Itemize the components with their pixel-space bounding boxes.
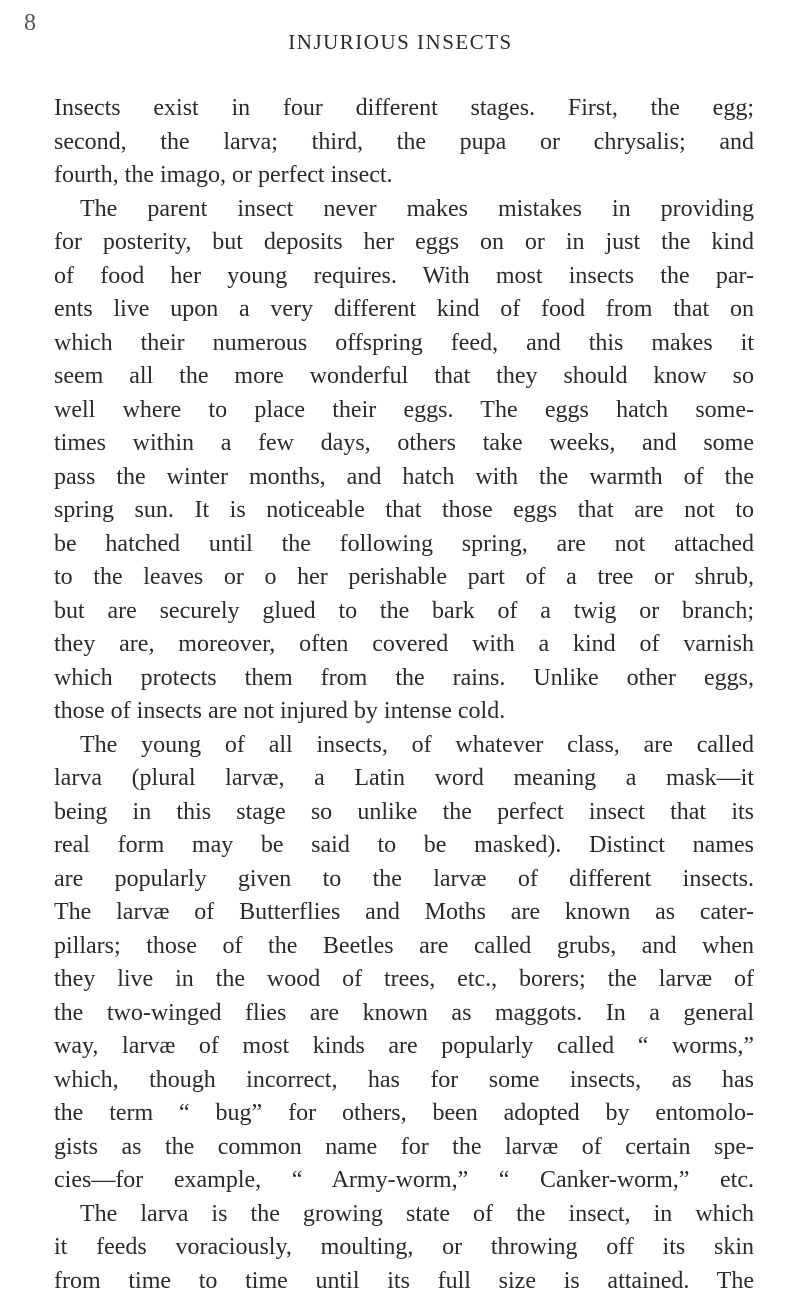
text-line: which, though incorrect, has for some insects, as has xyxy=(54,1064,754,1098)
text-line: well where to place their eggs. The eggs hatch some- xyxy=(54,394,754,428)
text-line: the term “ bug” for others, been adopted by entomolo- xyxy=(54,1097,754,1131)
body-text xyxy=(54,92,754,1298)
text-line: real form may be said to be masked). Distinct names xyxy=(54,829,754,863)
text-line: those of insects are not injured by intense cold. xyxy=(54,695,754,729)
text-line: they are, moreover, often covered with a kind of varnish xyxy=(54,628,754,662)
text-line: be hatched until the following spring, are not attached xyxy=(54,528,754,562)
text-line: The parent insect never makes mistakes in providing xyxy=(54,193,754,227)
text-line: pillars; those of the Beetles are called grubs, and when xyxy=(54,930,754,964)
text-line: The larvæ of Butterflies and Moths are known as cater- xyxy=(54,896,754,930)
text-line: the two-winged flies are known as maggots. In a general xyxy=(54,997,754,1031)
text-line: they live in the wood of trees, etc., borers; the larvæ of xyxy=(54,963,754,997)
text-line: second, the larva; third, the pupa or chrysalis; and xyxy=(54,126,754,160)
text-line: The larva is the growing state of the insect, in which xyxy=(54,1198,754,1232)
text-line: cies—for example, “ Army-worm,” “ Canker-worm,” etc. xyxy=(54,1164,754,1198)
text-line: spring sun. It is noticeable that those eggs that are not to xyxy=(54,494,754,528)
text-line: gists as the common name for the larvæ of certain spe- xyxy=(54,1131,754,1165)
text-line: Insects exist in four different stages. First, the egg; xyxy=(54,92,754,126)
text-line: larva (plural larvæ, a Latin word meaning a mask—it xyxy=(54,762,754,796)
text-line: fourth, the imago, or perfect insect. xyxy=(54,159,754,193)
text-line: pass the winter months, and hatch with the warmth of the xyxy=(54,461,754,495)
text-line: are popularly given to the larvæ of different insects. xyxy=(54,863,754,897)
page-number: 8 xyxy=(24,10,36,37)
text-line: to the leaves or o her perishable part of a tree or shrub, xyxy=(54,561,754,595)
text-line: but are securely glued to the bark of a twig or branch; xyxy=(54,595,754,629)
text-line: being in this stage so unlike the perfect insect that its xyxy=(54,796,754,830)
text-line: from time to time until its full size is attained. The xyxy=(54,1265,754,1298)
text-line: which their numerous offspring feed, and this makes it xyxy=(54,327,754,361)
running-head: INJURIOUS INSECTS xyxy=(0,30,801,55)
text-line: for posterity, but deposits her eggs on or in just the kind xyxy=(54,226,754,260)
text-line: of food her young requires. With most insects the par- xyxy=(54,260,754,294)
text-line: way, larvæ of most kinds are popularly called “ worms,” xyxy=(54,1030,754,1064)
text-line: ents live upon a very different kind of food from that on xyxy=(54,293,754,327)
text-line: times within a few days, others take weeks, and some xyxy=(54,427,754,461)
text-line: it feeds voraciously, moulting, or throwing off its skin xyxy=(54,1231,754,1265)
text-line: which protects them from the rains. Unlike other eggs, xyxy=(54,662,754,696)
text-line: The young of all insects, of whatever class, are called xyxy=(54,729,754,763)
text-line: seem all the more wonderful that they should know so xyxy=(54,360,754,394)
